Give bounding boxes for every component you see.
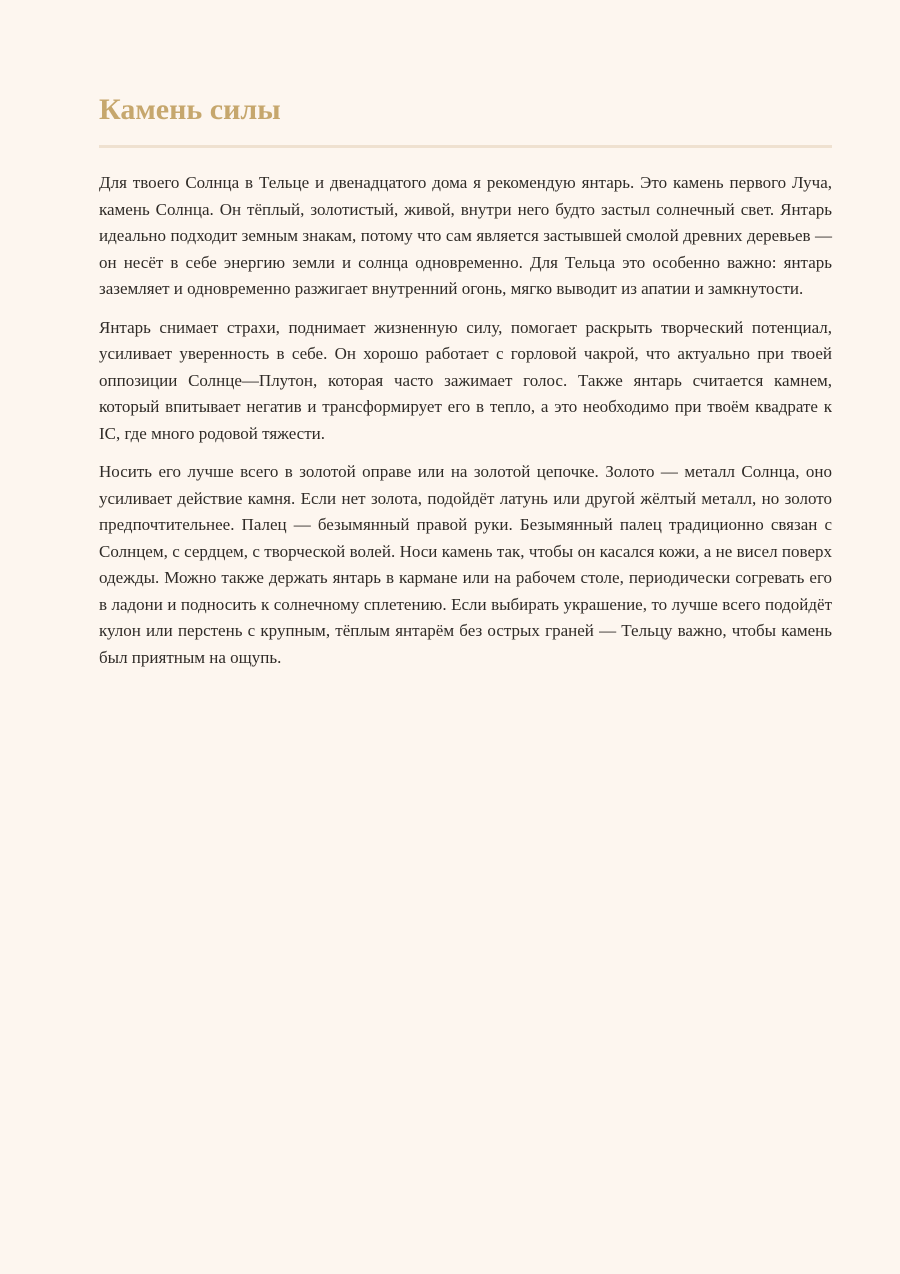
paragraph-3: Носить его лучше всего в золотой оправе или на золотой цепочке. Золото — металл Солнца, оно усиливает действие камня. Если нет золота, подойдёт латунь или другой жёлтый металл, но золото предпочтительнее. Палец — безымянный правой руки. Безымянный палец традиционно связан с Солнцем, с сердцем, с творческой волей. Носи камень так, чтобы он касался кожи, а не висел поверх одежды. Можно также держать янтарь в кармане или на рабочем столе, периодически согревать его в ладони и подносить к солнечному сплетению. Если выбирать украшение, то лучше всего подойдёт кулон или перстень с крупным, тёплым янтарём без острых граней — Тельцу важно, чтобы камень был приятным на ощупь. bbox=[99, 462, 832, 667]
paragraph-2: Янтарь снимает страхи, поднимает жизненную силу, помогает раскрыть творческий потенциал, усиливает уверенность в себе. Он хорошо работает с горловой чакрой, что актуально при твоей оппозиции Солнце—Плутон, которая часто зажимает голос. Также янтарь считается камнем, который впитывает негатив и трансформирует его в тепло, а это необходимо при твоём квадрате к IC, где много родовой тяжести. bbox=[99, 317, 832, 443]
document-page bbox=[99, 92, 832, 683]
page-title: Камень силы bbox=[99, 93, 281, 126]
paragraph-1: Для твоего Солнца в Тельце и двенадцатого дома я рекомендую янтарь. Это камень первого Луча, камень Солнца. Он тёплый, золотистый, живой, внутри него будто застыл солнечный свет. Янтарь идеально подходит земным знакам, потому что сам является застывшей смолой древних деревьев — он несёт в себе энергию земли и солнца одновременно. Для Тельца это особенно важно: янтарь заземляет и одновременно разжигает внутренний огонь, мягко выводит из апатии и замкнутости. bbox=[99, 173, 832, 298]
title-divider bbox=[99, 145, 832, 148]
